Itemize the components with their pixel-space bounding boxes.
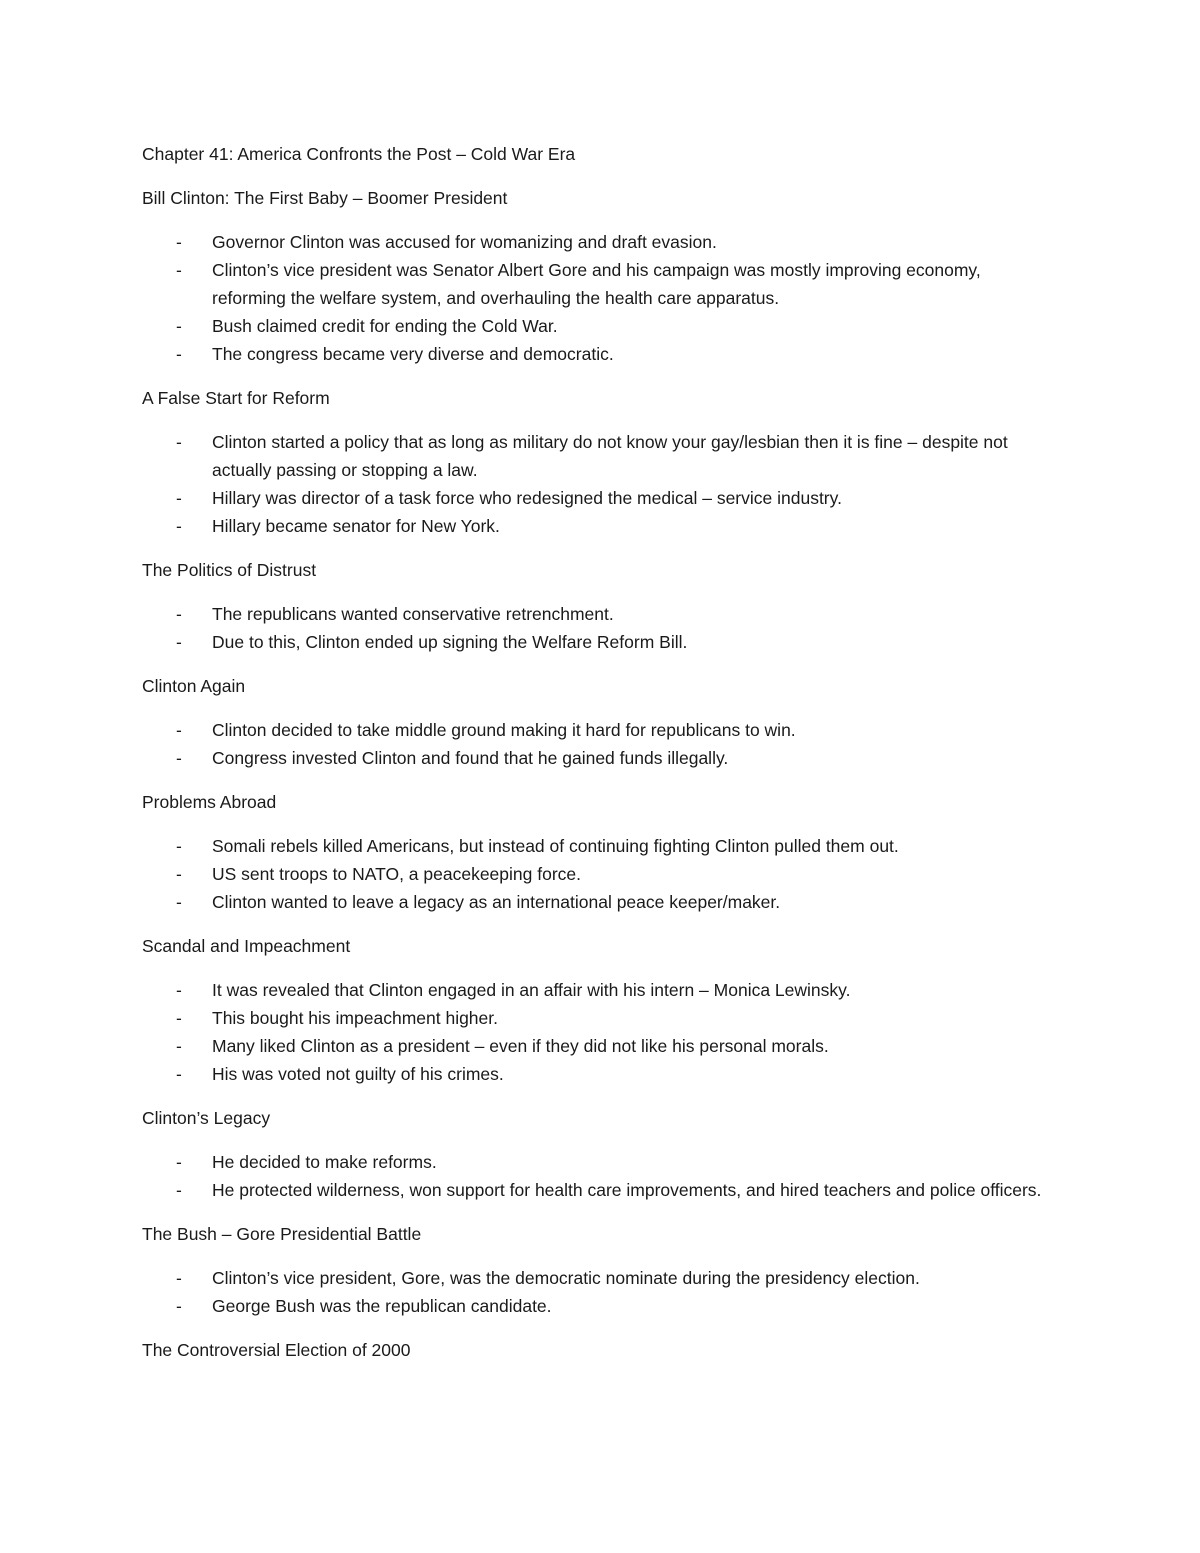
list-item-text: Clinton’s vice president, Gore, was the democratic nominate during the presidency election.: [212, 1268, 920, 1288]
list-item: [142, 312, 1042, 340]
list-item-text: Somali rebels killed Americans, but instead of continuing fighting Clinton pulled them out.: [212, 836, 899, 856]
bullet-list: [142, 428, 1042, 540]
dash-bullet-icon: -: [176, 1064, 182, 1084]
dash-bullet-icon: -: [176, 1008, 182, 1028]
dash-bullet-icon: -: [176, 836, 182, 856]
dash-bullet-icon: -: [176, 1180, 182, 1200]
list-item-text: Governor Clinton was accused for womanizing and draft evasion.: [212, 232, 717, 252]
list-item-text: George Bush was the republican candidate.: [212, 1296, 552, 1316]
list-item: [142, 860, 1042, 888]
list-item: [142, 1148, 1042, 1176]
list-item-text: It was revealed that Clinton engaged in an affair with his intern – Monica Lewinsky.: [212, 980, 851, 1000]
list-item-text: The congress became very diverse and democratic.: [212, 344, 614, 364]
list-item-text: Many liked Clinton as a president – even if they did not like his personal morals.: [212, 1036, 829, 1056]
list-item-text: The republicans wanted conservative retrenchment.: [212, 604, 614, 624]
list-item-text: Clinton wanted to leave a legacy as an international peace keeper/maker.: [212, 892, 781, 912]
list-item: [142, 716, 1042, 744]
list-item: [142, 1060, 1042, 1088]
section-heading: Clinton Again: [142, 676, 246, 696]
dash-bullet-icon: -: [176, 232, 182, 252]
list-item-text: This bought his impeachment higher.: [212, 1008, 498, 1028]
dash-bullet-icon: -: [176, 748, 182, 768]
list-item: [142, 428, 1042, 484]
bullet-list: [142, 600, 1042, 656]
list-item: [142, 484, 1042, 512]
dash-bullet-icon: -: [176, 432, 182, 452]
list-item: [142, 628, 1042, 656]
bullet-list: [142, 228, 1042, 368]
section-heading: Clinton’s Legacy: [142, 1108, 271, 1128]
dash-bullet-icon: -: [176, 488, 182, 508]
section-heading: Scandal and Impeachment: [142, 936, 351, 956]
bullet-list: [142, 976, 1042, 1088]
list-item: [142, 976, 1042, 1004]
list-item: [142, 256, 1042, 312]
dash-bullet-icon: -: [176, 604, 182, 624]
section-heading: Problems Abroad: [142, 792, 277, 812]
list-item-text: Clinton started a policy that as long as military do not know your gay/lesbian then it is fine – despite not actually passing or stopping a law.: [212, 432, 1008, 480]
list-item: [142, 1176, 1042, 1204]
list-item-text: Hillary was director of a task force who redesigned the medical – service industry.: [212, 488, 842, 508]
list-item-text: Bush claimed credit for ending the Cold War.: [212, 316, 558, 336]
dash-bullet-icon: -: [176, 1152, 182, 1172]
bullet-list: [142, 1264, 1042, 1320]
dash-bullet-icon: -: [176, 720, 182, 740]
dash-bullet-icon: -: [176, 1268, 182, 1288]
dash-bullet-icon: -: [176, 892, 182, 912]
list-item-text: US sent troops to NATO, a peacekeeping force.: [212, 864, 581, 884]
list-item: [142, 888, 1042, 916]
list-item: [142, 228, 1042, 256]
list-item: [142, 832, 1042, 860]
list-item-text: Clinton decided to take middle ground making it hard for republicans to win.: [212, 720, 796, 740]
section-heading: Bill Clinton: The First Baby – Boomer President: [142, 188, 508, 208]
list-item: [142, 1032, 1042, 1060]
list-item-text: Hillary became senator for New York.: [212, 516, 500, 536]
list-item: [142, 1264, 1042, 1292]
dash-bullet-icon: -: [176, 316, 182, 336]
page-title: Chapter 41: America Confronts the Post – Cold War Era: [142, 144, 576, 164]
list-item: [142, 340, 1042, 368]
bullet-list: [142, 832, 1042, 916]
section-heading: The Controversial Election of 2000: [142, 1340, 411, 1360]
bullet-list: [142, 1148, 1042, 1204]
dash-bullet-icon: -: [176, 980, 182, 1000]
list-item: [142, 600, 1042, 628]
list-item-text: He protected wilderness, won support for health care improvements, and hired teachers and police officers.: [212, 1180, 1042, 1200]
section-heading: The Politics of Distrust: [142, 560, 317, 580]
list-item-text: His was voted not guilty of his crimes.: [212, 1064, 504, 1084]
section-heading: A False Start for Reform: [142, 388, 330, 408]
list-item: [142, 1004, 1042, 1032]
dash-bullet-icon: -: [176, 1036, 182, 1056]
list-item-text: Due to this, Clinton ended up signing the Welfare Reform Bill.: [212, 632, 688, 652]
dash-bullet-icon: -: [176, 260, 182, 280]
list-item: [142, 1292, 1042, 1320]
section-heading: The Bush – Gore Presidential Battle: [142, 1224, 422, 1244]
dash-bullet-icon: -: [176, 1296, 182, 1316]
dash-bullet-icon: -: [176, 632, 182, 652]
bullet-list: [142, 716, 1042, 772]
dash-bullet-icon: -: [176, 344, 182, 364]
list-item-text: He decided to make reforms.: [212, 1152, 437, 1172]
dash-bullet-icon: -: [176, 516, 182, 536]
list-item-text: Congress invested Clinton and found that he gained funds illegally.: [212, 748, 729, 768]
dash-bullet-icon: -: [176, 864, 182, 884]
list-item: [142, 512, 1042, 540]
list-item: [142, 744, 1042, 772]
document-body: [142, 140, 1042, 1380]
list-item-text: Clinton’s vice president was Senator Albert Gore and his campaign was mostly improving economy, reforming the welfare system, and overhauling the health care apparatus.: [212, 260, 981, 308]
